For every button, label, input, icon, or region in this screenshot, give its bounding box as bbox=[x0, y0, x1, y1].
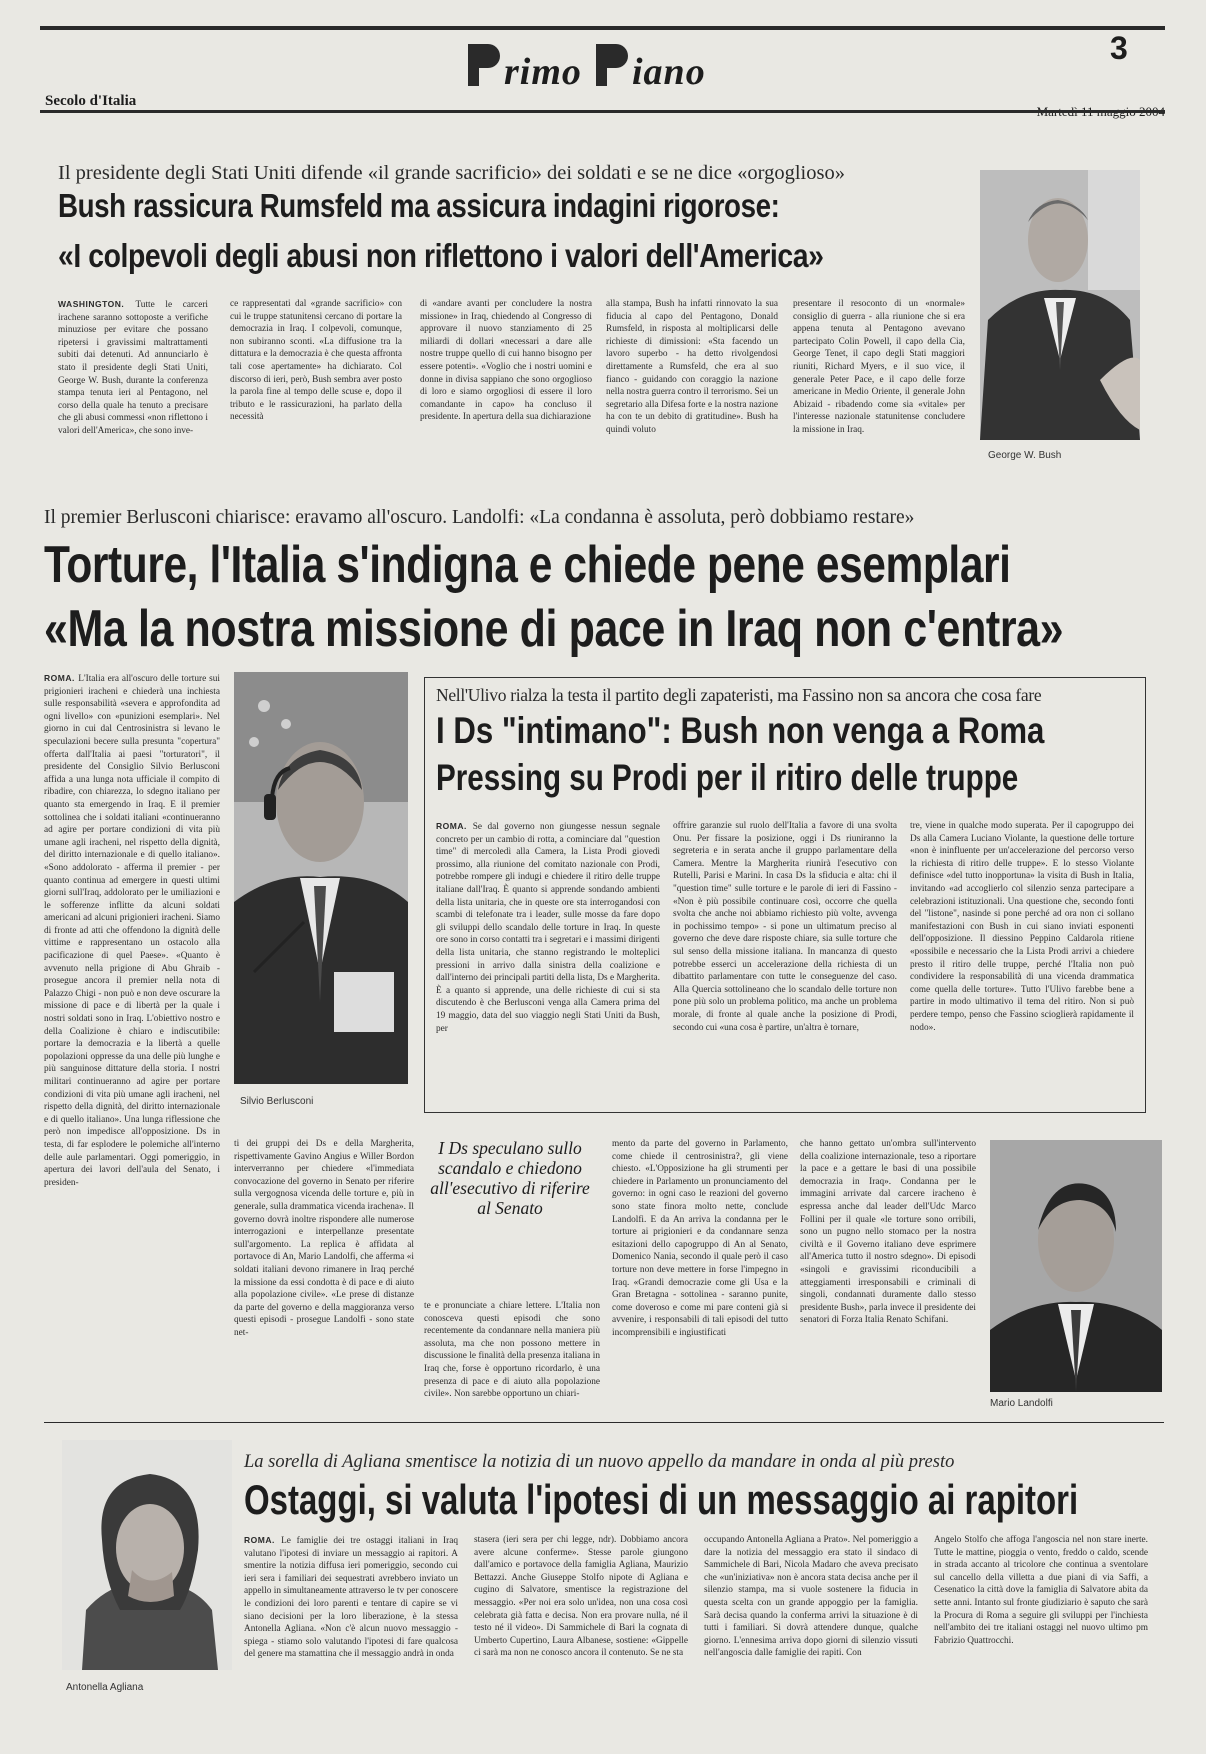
box-column-1: ROMA. Se dal governo non giungesse nessun segnale concreto per un cambio di rotta, a cominciare dal "question time" di mercoledì alla Camera, la Lista Prodi giovedì prossimo, alla riunione del comitato nazionale con Prodi, potrebbe rompere gli indugi e chiedere il ritiro delle truppe italiane dall'Iraq. È quanto si apprende sondando ambienti della lista unitaria, che in queste ore sta interrogandosi con scambi di telefonate tra i leader, sulle mosse da fare dopo gli sviluppi dello scandalo delle torture in Iraq. In queste ore sono in corso contatti tra i segretari e i massimi dirigenti della lista unitaria, che stanno registrando le molteplici pressioni in arrivo dalla sinistra della coalizione e dall'interno dei principali partiti della lista, Ds e Margherita. È a quanto si apprende, una delle richieste di cui si sta discutendo è che Berlusconi venga alla Camera prima del 19 maggio, data del suo viaggio negli Stati Uniti da Bush, per bbox=[436, 821, 660, 1034]
berlusconi-photo bbox=[234, 672, 408, 1084]
article1-column-1: WASHINGTON. Tutte le carceri irachene saranno sottoposte a verifiche minuziose per evitare che possano ripetersi i gravissimi maltrattamenti subiti dai detenuti. Ad annunciarlo è stato il presidente degli Stati Uniti, George W. Bush, durante la conferenza stampa tenuta ieri al Pentagono, nel corso della quale ha tenuto a precisare che gli abusi commessi «non riflettono i valori dell'America», che sono inve- bbox=[58, 299, 208, 436]
article1-headline-1: Bush rassicura Rumsfeld ma assicura indagini rigorose: bbox=[58, 187, 780, 224]
article3-column-2: stasera (ieri sera per chi legge, ndr). Dobbiamo ancora avere alcune conferme». Stesse parole giungono dall'amico e portavoce della famiglia Agliana, Maurizio Bettazzi. Anche Giuseppe Stolfo nipote di Agliana e cugino di Salvatore, smentisce la registrazione del messaggio. «Per noi era solo un'idea, non una cosa così celebrata già fatta e decisa. Non era provare nulla, né il testo né il video». Di Sammichele di Bari la cognata di Umberto Cupertino, Laura Albanese, sostiene: «Gippelle ci sarà ma non ne conosco ancora il contenuto. Se ne sta bbox=[474, 1535, 688, 1659]
article2-column-4: mento da parte del governo in Parlamento, come chiede il centrosinistra?, gli viene chiesto. «L'Opposizione ha gli strumenti per chiedere in Parlamento un pronunciamento del governo: in ogni caso le reazioni del governo sono state finora molto nette, conclude Landolfi. E da An arriva la condanna per le torture ai prigionieri e da condannare senza esitazioni dello capogruppo di An al Senato, Domenico Nania, secondo il quale però il caso torture non deve mettere in forse l'impegno in Iraq. «Grandi democrazie come gli Usa e la Gran Bretagna - sottolinea - saranno punite, come doveroso e come mi pare conteni già si avvenire, i responsabili di tali episodi del tutto incomprensibili e ingiustificati bbox=[612, 1139, 788, 1338]
article3-headline: Ostaggi, si valuta l'ipotesi di un messaggio ai rapitori bbox=[244, 1476, 1079, 1523]
article1-kicker: Il presidente degli Stati Uniti difende «il grande sacrificio» dei soldati e se ne dice «orgoglioso» bbox=[58, 162, 845, 184]
section-title bbox=[466, 40, 738, 93]
box-column-2: offrire garanzie sul ruolo dell'Italia a favore di una svolta Onu. Per fissare la posizione, oggi i Ds riuniranno la segreteria e in serata anche il gruppo parlamentare della Camera. Mentre la Margherita riunirà l'esecutivo con Rutelli, Parisi e Marini. In casa Ds la sfiducia e alta: chi il "question time" sulle torture e le parole di ieri di Fassino - «Non è più possibile continuare così, occorre che quella svolta che anche noi abbiamo richiesto più volte, avvenga in pochissimo tempo» - si pone un ultimatum preciso al governo che deve dare risposte chiare, sia sulle torture che sul senso della missione italiana. In mancanza di questo potrebbe esserci un accelerazione della richiesta di un dibattito parlamentare con tutte le conseguenze del caso. Alla Quercia sottolineano che lo scandalo delle torture non pone più solo un problema politico, ma anche un problema morale, di fronte al quale anche la posizione di Prodi, secondo cui «una cosa è partire, un'altra è tornare, bbox=[673, 821, 897, 1033]
article2-column-5: che hanno gettato un'ombra sull'intervento della coalizione internazionale, teso a riportare la pace e a gettare le basi di una possibile democrazia in Iraq». Condanna per le immagini arrivate dal carcere iracheno è espressa anche dal leader dell'Udc Marco Follini per il quale «le torture sono orribili, sono un pugno nello stomaco per la nostra civiltà e il Governo italiano deve esprimere all'America tutto il nostro sdegno». Di episodi «singoli e gravissimi riconducibili a atteggiamenti irresponsabili e criminali di singoli, condannati duramente dallo stesso presidente Bush», parla invece il presidente dei senatori di Forza Italia Renato Schifani. bbox=[800, 1139, 976, 1326]
landolfi-photo-caption: Mario Landolfi bbox=[990, 1398, 1053, 1409]
box-headline-2: Pressing su Prodi per il ritiro delle truppe bbox=[436, 757, 1019, 798]
article2-headline-1: Torture, l'Italia s'indigna e chiede pene esemplari bbox=[44, 536, 1011, 594]
article1-column-3: di «andare avanti per concludere la nostra missione» in Iraq, chiedendo al Congresso di approvare il nuovo stanziamento di 25 miliardi di dollari «necessari a dare alle nostre truppe quello di cui hanno bisogno per essere potenti». «Voglio che i nostri uomini e donne in divisa sappiano che sono orgoglioso di loro e siamo orgogliosi di essere il loro comandante in capo» ha concluso il presidente. In apertura della sua dichiarazione bbox=[420, 299, 592, 423]
article3-kicker: La sorella di Agliana smentisce la notizia di un nuovo appello da mandare in onda al più presto bbox=[244, 1452, 955, 1472]
top-rule bbox=[40, 26, 1165, 30]
bush-photo bbox=[980, 170, 1140, 440]
article1-headline-2: «I colpevoli degli abusi non riflettono i valori dell'America» bbox=[58, 237, 824, 274]
article2-dateline: ROMA. bbox=[44, 673, 79, 683]
article2-column-2: ti dei gruppi dei Ds e della Margherita, rispettivamente Gavino Angius e Willer Bordon interverranno per chiedere «l'immediata convocazione del governo in Senato per riferire sulla vergognosa vicenda delle torture e, più in generale, sulla drammatica vicenda irachena». Il governo dovrà inoltre rispondere alle numerose interrogazioni e interpellanze presentate sull'argomento. La replica è affidata al portavoce di An, Mario Landolfi, che afferma «i soldati italiani devono rimanere in Iraq perché la missione da essi condotta è di pace e di aiuto alla popolazione civile». «Le prese di distanze da parte del governo e della maggioranza verso questi episodi - prosegue Landolfi - sono state net- bbox=[234, 1139, 414, 1338]
box-kicker: Nell'Ulivo rialza la testa il partito degli zapateristi, ma Fassino non sa ancora che cosa fare bbox=[436, 685, 1042, 705]
article2-column-3: te e pronunciate a chiare lettere. L'Italia non conosceva questi episodi che sono recentemente da condannare nella maniera più assoluta, ma che non possono mettere in discussione le finalità della presenza italiana in Iraq che, forse è opportuno ricordarlo, è una presenza di pace e di aiuto alla popolazione civile». Non sarebbe opportuno un chiari- bbox=[424, 1301, 600, 1400]
section-title-rimo: rimo bbox=[504, 51, 582, 93]
landolfi-photo bbox=[990, 1140, 1162, 1392]
article2-column-1: ROMA. L'Italia era all'oscuro delle torture sui prigionieri iracheni e chiederà una inchiesta sulle responsabilità «severa e approfondita ad ogni livello» con «punizioni esemplari». Nel giorno in cui dal Centrosinistra si levano le speculazioni becere sulla presunta "copertura" offerta dall'Italia ai paesi "torturatori", il presidente del Consiglio Silvio Berlusconi affida a una lunga nota ufficiale il compito di ribadire, con chiarezza, lo sdegno italiano per quanto sta emergendo in Iraq. E il premier sottolinea che i soldati italiani «continueranno ad agire per portare condizioni di vita più umane agli iracheni, nel rispetto della dignità, del diritto internazionale e di quello italiano». «Sono addolorato - afferma il premier - per quanto continua ad emergere in questi ultimi giorni sull'Iraq, addolorato per le umiliazioni e le sofferenze inflitte da alcuni soldati americani ad alcuni prigionieri iracheni. Siamo di fronte ad atti che offendono la dignità delle vittime e rappresentano un ostacolo alla pacificazione di quel Paese». «Quanto è avvenuto nella prigione di Abu Ghraib - prosegue ancora il premier nella nota di Palazzo Chigi - non può e non deve oscurare la missione di pace e di libertà per la quale i nostri soldati sono in Iraq. L'obiettivo nostro e della Coalizione è chiaro e indiscutibile: portare la democrazia e la libertà a quelle popolazioni oppresse da una delle più lunghe e più sanguinose dittature della storia. I nostri militari continueranno ad agire per portare condizioni di vita più umane agli iracheni, nel rispetto della dignità, del diritto internazionale e di quello italiano». Una lunga riflessione che però non impedisce all'opposizione. Ds in testa, di far esplodere le polemiche all'interno delle aule parlamentari. Oggi pomeriggio, in apertura dei lavori dell'aula del Senato, i presiden- bbox=[44, 673, 220, 1188]
pullquote: I Ds speculano sullo scandalo e chiedono all'esecutivo di riferire al Senato bbox=[430, 1138, 590, 1218]
article2-headline-2: «Ma la nostra missione di pace in Iraq non c'entra» bbox=[44, 600, 1064, 658]
article1-column-5: presentare il resoconto di un «normale» consiglio di guerra - alla riunione che si era appena tenuta al Pentagono avevano partecipato Colin Powell, il capo della Cia, George Tenet, il capo degli Stati maggiori riuniti, Richard Myers, e il suo vice, il generale Peter Pace, e il capo delle forze americane in Medio Oriente, il generale John Abizaid - ribadendo come sia «vitale» per l'interesse nazionale statunitense concludere la missione in Iraq. bbox=[793, 299, 965, 435]
box-headline-1: I Ds "intimano": Bush non venga a Roma bbox=[436, 710, 1045, 751]
box-dateline: ROMA. bbox=[436, 821, 473, 831]
section-title-iano: iano bbox=[632, 51, 706, 93]
article3-column-3: occupando Antonella Agliana a Prato». Nel pomeriggio a dare la notizia del messaggio era stato il sindaco di Sammichele di Bari, Nicola Madaro che aveva precisato che «un'iniziativa» non è ancora stata decisa anche per il silenzio stampa, ma si vuole sostenere la fiducia in questa scelta con un grande appoggio per la famiglia. Sarà decisa quando la conferma arrivi la situazione è di tutti i familiari. Si dovrà attendere dunque, qualche giorno. L'ennesima arriva dopo giorni di silenzio vissuti nell'angoscia dalle famiglie dei rapiti. Con bbox=[704, 1535, 918, 1659]
article2-kicker: Il premier Berlusconi chiarisce: eravamo all'oscuro. Landolfi: «La condanna è assoluta, però dobbiamo restare» bbox=[44, 507, 915, 528]
article1-dateline: WASHINGTON. bbox=[58, 299, 136, 309]
agliana-photo bbox=[62, 1440, 232, 1670]
agliana-photo-caption: Antonella Agliana bbox=[66, 1682, 144, 1693]
article1-column-2: ce rappresentati dal «grande sacrificio» con cui le truppe statunitensi cercano di portare la democrazia in Iraq. I colpevoli, comunque, non subiranno sconti. «La diffusione tra la dittatura e la democrazia è che questa affronta tali cose apertamente» ha dichiarato. Col discorso di ieri, però, Bush sembra aver posto la parola fine al tempo delle scuse e, dopo il tributo e le rassicurazioni, ha parlato della necessità bbox=[230, 299, 402, 423]
paper-name: Secolo d'Italia bbox=[45, 93, 137, 109]
article3-column-4: Angelo Stolfo che affoga l'angoscia nel non stare inerte. Tutte le mattine, pioggia o vento, freddo o caldo, scende in strada accanto al tricolore che continua a sventolare sul cancello della villetta a due piani di via Saffi, a Cesenatico la città dove la famiglia di Salvatore abita da sette anni. Intanto sul fronte giudiziario è saputo che sarà la Procura di Roma a seguire gli sviluppi per l'inchiesta nell'ambito dei tre italiani ostaggi nel nuovo ultimo pm Fabrizio Quattrocchi. bbox=[934, 1535, 1148, 1646]
article3-dateline: ROMA. bbox=[244, 1535, 282, 1545]
article3-rule bbox=[44, 1422, 1164, 1423]
page-number: 3 bbox=[1110, 30, 1128, 66]
article1-column-4: alla stampa, Bush ha infatti rinnovato la sua fiducia al capo del Pentagono, Donald Rumsfeld, in risposta al moltiplicarsi delle richieste di dimissioni: «Sta facendo un lavoro superbo - ha detto rivolgendosi direttamente a Rumsfeld, che era al suo fianco - guidando con coraggio la nazione nella nostra guerra contro il terrorismo. Sei un segretario alla Difesa forte e la nostra nazione ha con te un debito di gratitudine». Bush ha quindi voluto bbox=[606, 299, 778, 435]
berlusconi-photo-caption: Silvio Berlusconi bbox=[240, 1096, 314, 1107]
bush-photo-caption: George W. Bush bbox=[988, 450, 1062, 461]
masthead-rule bbox=[40, 110, 1165, 113]
box-column-3: tre, viene in qualche modo superata. Per il capogruppo dei Ds alla Camera Luciano Violante, la questione delle torture «non è ininfluente per un'accelerazione del percorso verso la richiesta di ritiro delle truppe». E lo stesso Violante definisce «del tutto inopportuna» la visita di Bush in Italia, invitando «ad accoglierlo col silenzio senza partecipare a celebrazioni istituzionali. Una questione che, secondo fonti del "listone", nasinde si pone perché ad ora non ci sollano manifestazioni con Bush in cui siano inviati esponenti dell'opposizione. Il diessino Peppino Caldarola ritiene «possibile e necessario che la Lista Prodi arrivi a chiedere presto il ritiro delle truppe, perché l'Italia non può condividere la responsabilità di una vicenda drammatica come quella delle torture». Tutto l'Ulivo farebbe bene a partire in modo ultimativo il tema del ritiro. Non si può perdere tempo, penso che Fassino scioglierà rapidamente il nodo». bbox=[910, 821, 1134, 1033]
article3-column-1: ROMA. Le famiglie dei tre ostaggi italiani in Iraq valutano l'ipotesi di inviare un messaggio ai rapitori. A smentire la notizia diffusa ieri pomeriggio, secondo cui ieri sera i familiari dei sequestrati avrebbero inviato un appello in simultaneamente attraverso le tv per conoscere le condizioni dei loro parenti e tentare di capire se vi siano decisioni per la loro liberazione, è la stessa Antonella Agliana. «Non c'è alcun nuovo messaggio - spiega - stiamo solo valutando l'ipotesi di fare qualcosa del genere ma stamattina che il messaggio andrà in onda bbox=[244, 1535, 458, 1660]
